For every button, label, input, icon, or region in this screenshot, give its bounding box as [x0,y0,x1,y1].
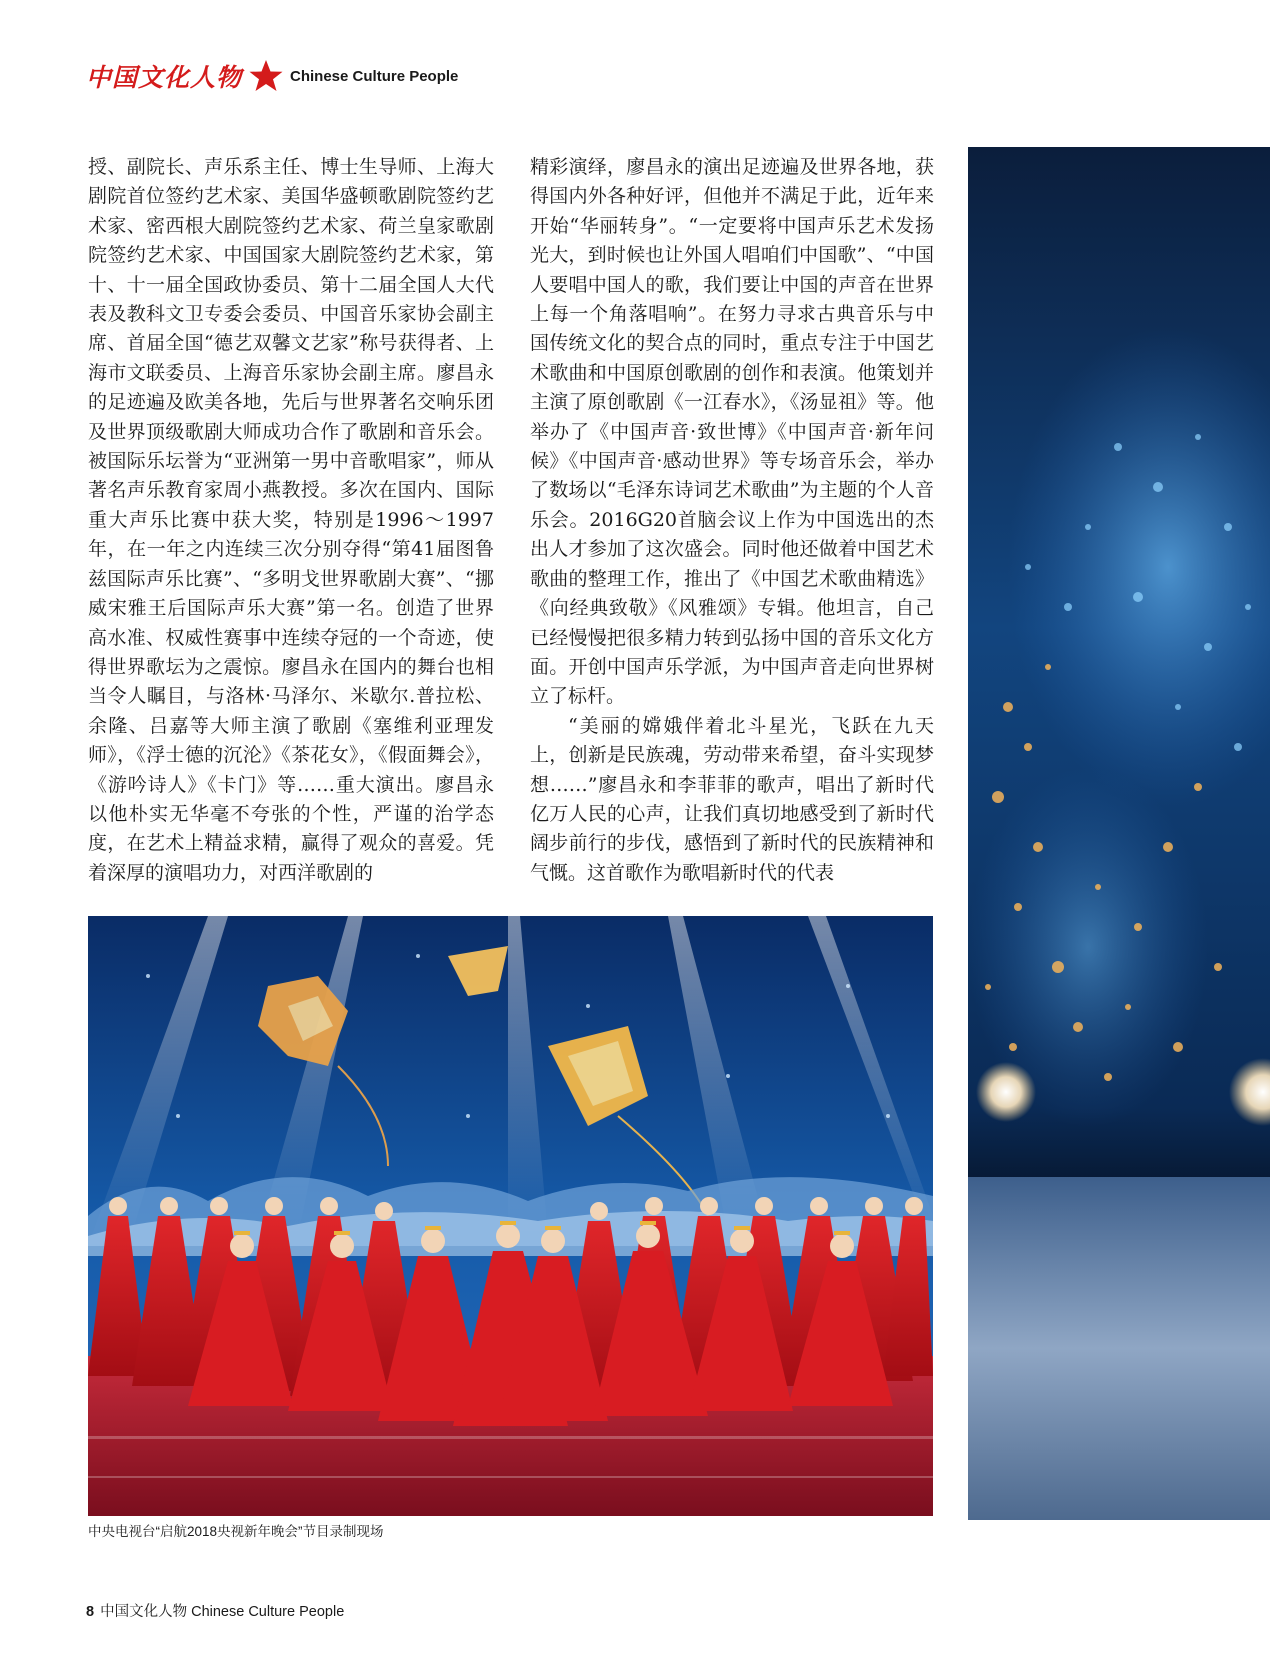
page-number: 8 [86,1604,95,1620]
photo-caption: 中央电视台“启航2018央视新年晚会”节目录制现场 [88,1524,384,1539]
stage-lights-photo [968,147,1270,1520]
brand-title-en: Chinese Culture People [290,67,459,85]
magazine-header [86,56,458,96]
article-paragraph: 精彩演绎，廖昌永的演出足迹遍及世界各地，获得国内外各种好评，但他并不满足于此，近年来开始“华丽转身”。“一定要将中国声乐艺术发扬光大，到时候也让外国人唱咱们中国歌”、“中国人要唱中国人的歌，我们要让中国的声音在世界上每一个角落唱响”。在努力寻求古典音乐与中国传统文化的契合点的同时，重点专注于中国艺术歌曲和中国原创歌剧的创作和表演。他策划并主演了原创歌剧《一江春水》，《汤显祖》等。他举办了《中国声音·致世博》《中国声音·新年问候》《中国声音·感动世界》等专场音乐会，举办了数场以“毛泽东诗词艺术歌曲”为主题的个人音乐会。2016G20首脑会议上作为中国选出的杰出人才参加了这次盛会。同时他还做着中国艺术歌曲的整理工作，推出了《中国艺术歌曲精选》《向经典致敬》《风雅颂》专辑。他坦言，自己已经慢慢把很多精力转到弘扬中国的音乐文化方面。开创中国声乐学派，为中国声音走向世界树立了标杆。 [530,156,934,708]
star-icon [248,58,284,94]
brand-title-cn: 中国文化人物 [86,63,243,92]
article-column-left [88,153,494,888]
article-column-right [530,153,934,888]
footer-title: 中国文化人物 Chinese Culture People [100,1604,345,1620]
stage-performance-photo [88,916,933,1516]
article-paragraph: 授、副院长、声乐系主任、博士生导师、上海大剧院首位签约艺术家、美国华盛顿歌剧院签约艺术家、密西根大剧院签约艺术家、荷兰皇家歌剧院签约艺术家、中国国家大剧院签约艺术家，第十、十一届全国政协委员、第十二届全国人大代表及教科文卫专委会委员、中国音乐家协会副主席、首届全国“德艺双馨文艺家”称号获得者、上海市文联委员、上海音乐家协会副主席。廖昌永的足迹遍及欧美各地，先后与世界著名交响乐团及世界顶级歌剧大师成功合作了歌剧和音乐会。被国际乐坛誉为“亚洲第一男中音歌唱家”，师从著名声乐教育家周小燕教授。多次在国内、国际重大声乐比赛中获大奖，特别是1996～1997年，在一年之内连续三次分别夺得“第41届图鲁兹国际声乐比赛”、“多明戈世界歌剧大赛”、“挪威宋雅王后国际声乐大赛”第一名。创造了世界高水准、权威性赛事中连续夺冠的一个奇迹，使得世界歌坛为之震惊。廖昌永在国内的舞台也相当令人瞩目，与洛林·马泽尔、米歇尔.普拉松、余隆、吕嘉等大师主演了歌剧《塞维利亚理发师》，《浮士德的沉沦》《茶花女》，《假面舞会》，《游吟诗人》《卡门》等……重大演出。廖昌永以他朴实无华毫不夸张的个性，严谨的治学态度，在艺术上精益求精，赢得了观众的喜爱。凭着深厚的演唱功力，对西洋歌剧的 [88,156,494,884]
page-footer [86,1600,344,1621]
article-paragraph: “美丽的嫦娥伴着北斗星光，飞跃在九天上，创新是民族魂，劳动带来希望，奋斗实现梦想……”廖昌永和李菲菲的歌声，唱出了新时代亿万人民的心声，让我们真切地感受到了新时代阔步前行的步伐，感悟到了新时代的民族精神和气慨。这首歌作为歌唱新时代的代表 [530,714,934,884]
